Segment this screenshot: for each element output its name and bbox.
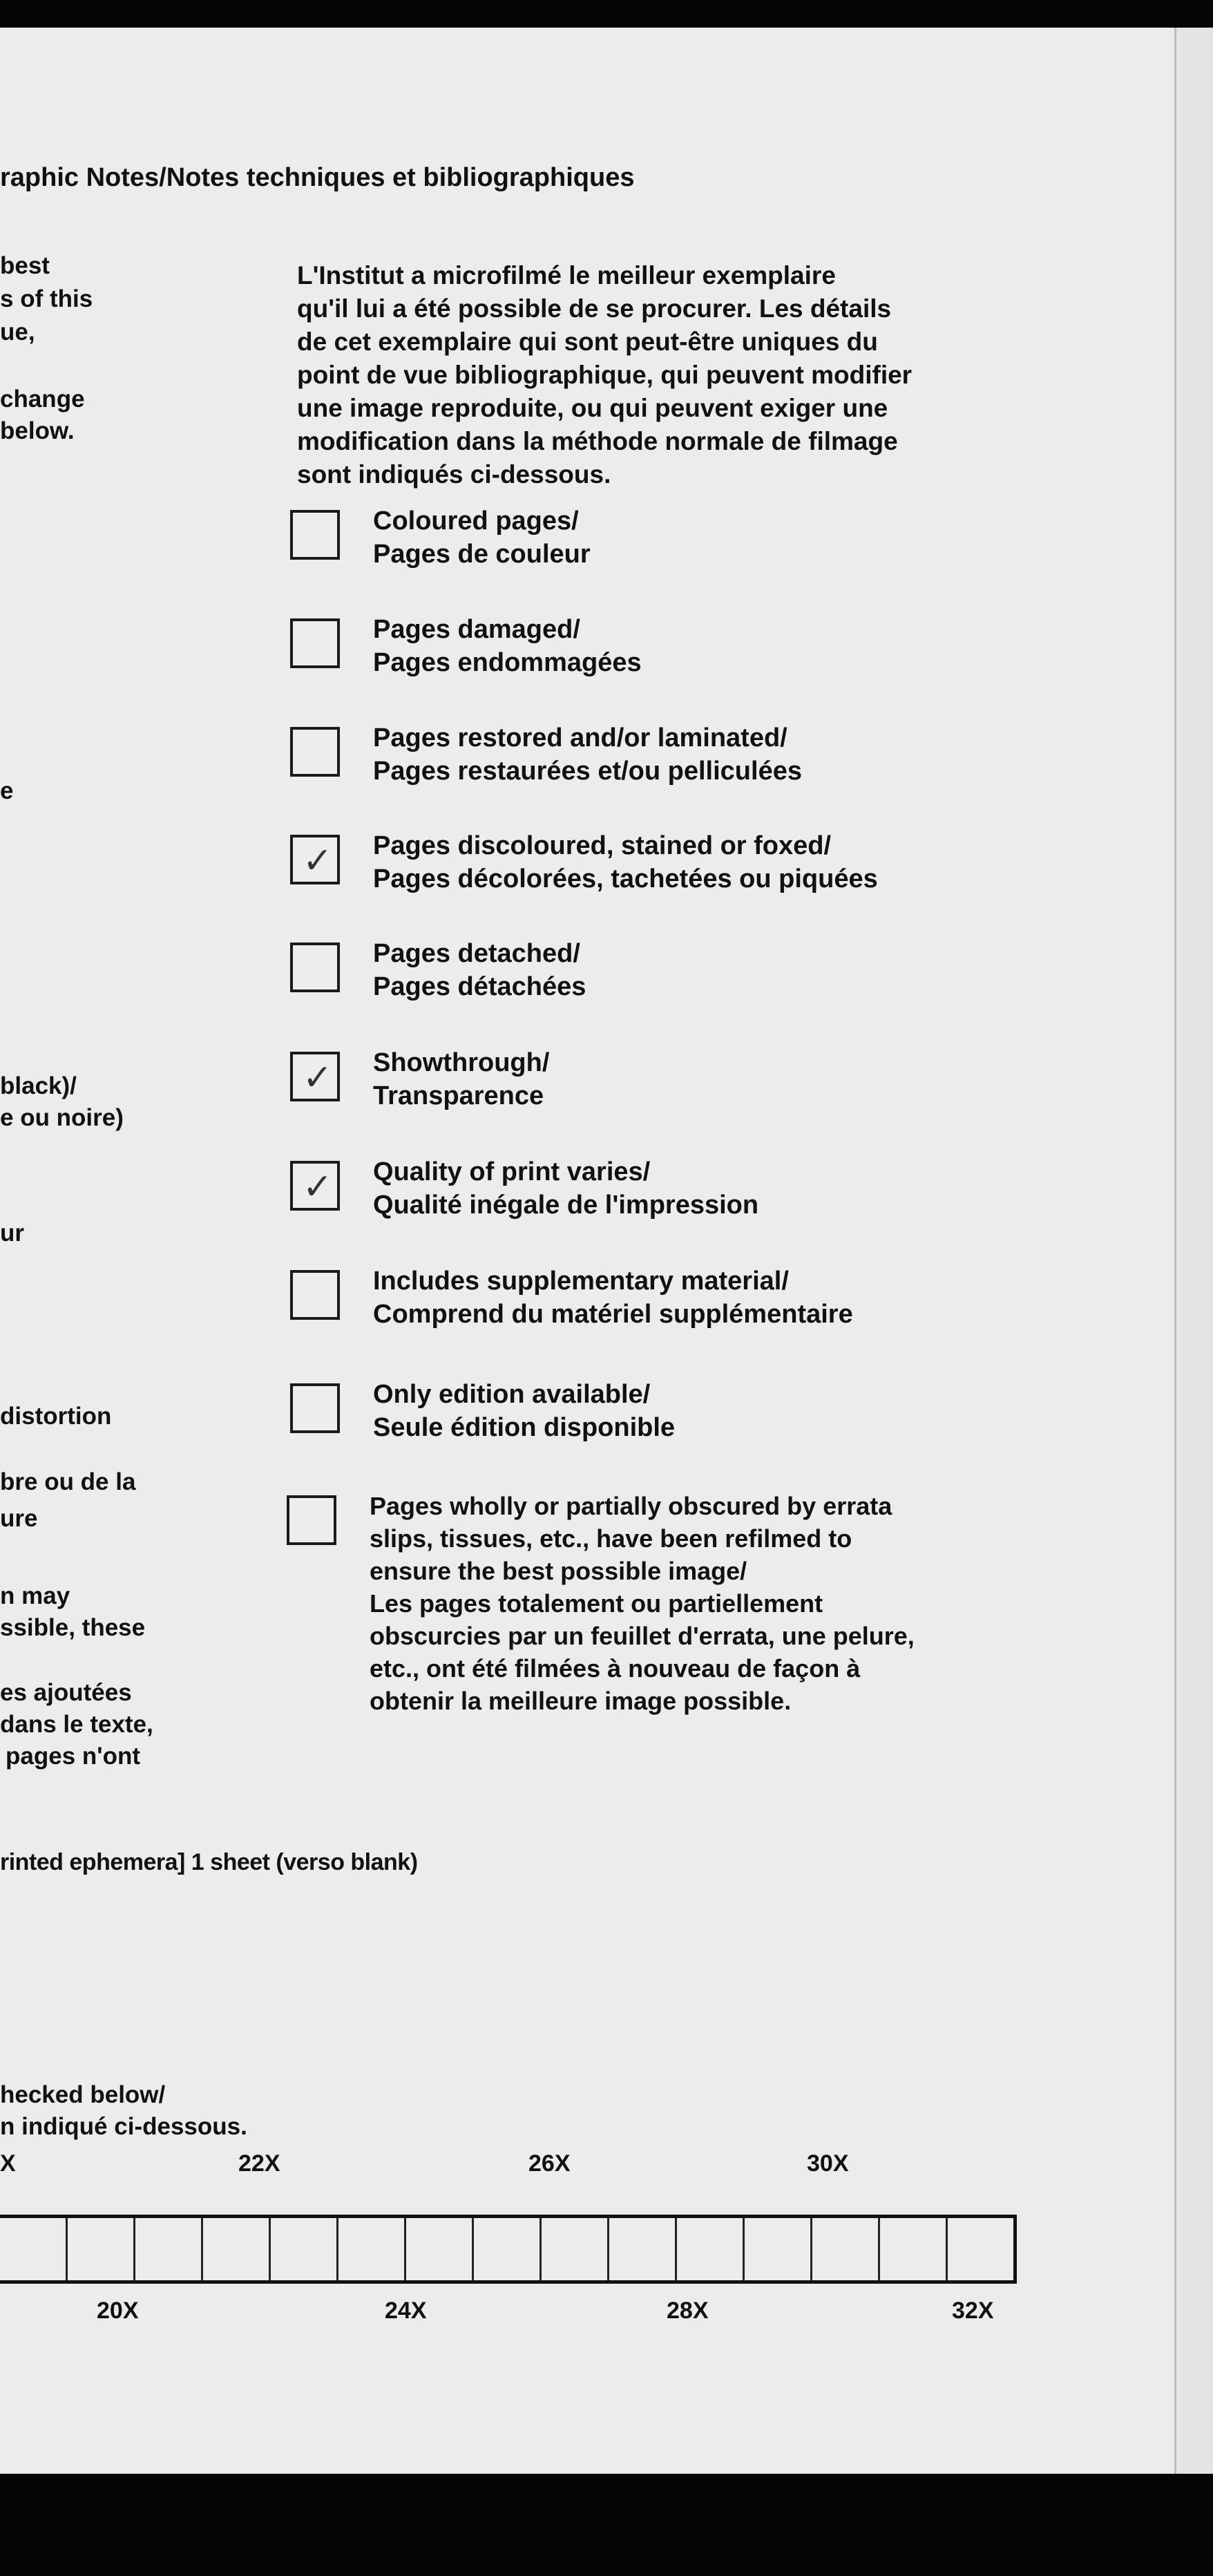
- checklist-label: Quality of print varies/ Qualité inégale de l'impression: [373, 1157, 759, 1220]
- ratio-grid-cell[interactable]: [946, 2218, 1013, 2280]
- ratio-grid-cell[interactable]: [133, 2218, 201, 2280]
- ratio-grid-cell[interactable]: [539, 2218, 607, 2280]
- left-col-line-8: e ou noire): [0, 1104, 124, 1131]
- checkbox-pages-damaged[interactable]: [290, 618, 340, 668]
- left-col-line-6: e: [0, 777, 14, 804]
- french-intro-line: sont indiqués ci-dessous.: [297, 460, 611, 489]
- ratio-grid-cell[interactable]: [0, 2218, 66, 2280]
- checkbox-pages-detached[interactable]: [290, 943, 340, 992]
- ratio-label-top: 22X: [238, 2150, 280, 2177]
- left-col-line-3: ue,: [0, 319, 35, 345]
- ratio-grid-cell[interactable]: [336, 2218, 404, 2280]
- ratio-grid-cell[interactable]: [743, 2218, 810, 2280]
- ratio-label-top: 26X: [528, 2150, 571, 2177]
- left-col-line-4: change: [0, 386, 85, 413]
- checklist-label: Pages wholly or partially obscured by errata slips, tissues, etc., have been refilmed to ensure the best possible image/ Les pages totalement ou partiellement obscurcies par un feuillet d'errata, une pelure, etc., ont été filmées à nouveau de façon à obtenir la meilleure image possible.: [370, 1492, 915, 1715]
- checkbox-obscured-pages[interactable]: [287, 1495, 336, 1545]
- checkbox-pages-restored[interactable]: [290, 727, 340, 777]
- reduction-note-line-2: n indiqué ci-dessous.: [0, 2113, 247, 2140]
- checklist-label: Showthrough/ Transparence: [373, 1048, 550, 1110]
- left-col-line-7: black)/: [0, 1072, 77, 1099]
- ratio-grid-cell[interactable]: [404, 2218, 472, 2280]
- reduction-ratio-grid: [0, 2215, 1017, 2284]
- document-page: [0, 28, 1176, 2474]
- checkbox-coloured-pages[interactable]: [290, 510, 340, 560]
- ratio-grid-cell[interactable]: [675, 2218, 743, 2280]
- ratio-label-bottom: 20X: [97, 2298, 139, 2324]
- checkmark-icon: ✓: [303, 840, 333, 882]
- ratio-grid-cell[interactable]: [66, 2218, 133, 2280]
- page-heading: raphic Notes/Notes techniques et bibliographiques: [0, 163, 635, 192]
- ratio-grid-cell[interactable]: [269, 2218, 336, 2280]
- checklist-label: Pages damaged/ Pages endommagées: [373, 615, 642, 677]
- page-edge: [1176, 28, 1213, 2474]
- left-col-line-17: pages n'ont: [6, 1743, 140, 1770]
- ratio-label-top: 30X: [807, 2150, 849, 2177]
- french-intro-line: modification dans la méthode normale de filmage: [297, 427, 898, 455]
- ratio-grid-cell[interactable]: [878, 2218, 946, 2280]
- checkbox-pages-discoloured[interactable]: [290, 835, 340, 884]
- left-col-line-11: bre ou de la: [0, 1468, 136, 1495]
- left-col-line-10: distortion: [0, 1403, 112, 1430]
- left-col-line-5: below.: [0, 417, 75, 444]
- left-col-line-15: es ajoutées: [0, 1679, 132, 1706]
- checkbox-supplementary[interactable]: [290, 1270, 340, 1320]
- ratio-grid-cell[interactable]: [201, 2218, 269, 2280]
- ratio-grid-cell[interactable]: [607, 2218, 675, 2280]
- checkbox-print-quality[interactable]: [290, 1161, 340, 1211]
- checklist-label: Only edition available/ Seule édition disponible: [373, 1380, 676, 1442]
- left-col-line-1: best: [0, 252, 50, 279]
- ratio-label-bottom: 32X: [952, 2298, 994, 2324]
- left-col-line-13: n may: [0, 1582, 70, 1609]
- french-intro-line: une image reproduite, ou qui peuvent exiger une: [297, 394, 888, 422]
- ratio-grid-cell[interactable]: [810, 2218, 878, 2280]
- checkbox-only-edition[interactable]: [290, 1383, 340, 1433]
- checklist-label: Pages restored and/or laminated/ Pages restaurées et/ou pelliculées: [373, 723, 802, 786]
- ratio-grid-cell[interactable]: [472, 2218, 539, 2280]
- checklist-label: Pages detached/ Pages détachées: [373, 939, 586, 1001]
- french-intro-line: qu'il lui a été possible de se procurer. Les détails: [297, 294, 892, 323]
- ratio-label-top: X: [0, 2150, 16, 2177]
- ratio-label-bottom: 24X: [385, 2298, 427, 2324]
- french-intro-line: L'Institut a microfilmé le meilleur exemplaire: [297, 261, 836, 290]
- checklist-label: Pages discoloured, stained or foxed/ Pages décolorées, tachetées ou piquées: [373, 831, 878, 893]
- checkmark-icon: ✓: [303, 1166, 333, 1208]
- left-col-line-14: ssible, these: [0, 1614, 146, 1641]
- french-intro-line: point de vue bibliographique, qui peuvent modifier: [297, 361, 913, 389]
- checklist-label: Coloured pages/ Pages de couleur: [373, 506, 591, 569]
- additional-comments: rinted ephemera] 1 sheet (verso blank): [0, 1849, 418, 1875]
- checkbox-showthrough[interactable]: [290, 1052, 340, 1101]
- french-intro-line: de cet exemplaire qui sont peut-être uniques du: [297, 328, 878, 356]
- left-col-line-2: s of this: [0, 285, 93, 312]
- reduction-note-line-1: hecked below/: [0, 2081, 166, 2108]
- ratio-label-bottom: 28X: [667, 2298, 709, 2324]
- checklist-label: Includes supplementary material/ Comprend du matériel supplémentaire: [373, 1267, 853, 1329]
- left-col-line-9: ur: [0, 1220, 24, 1247]
- left-col-line-12: ure: [0, 1505, 38, 1532]
- french-intro: [297, 259, 912, 491]
- checkmark-icon: ✓: [303, 1057, 333, 1099]
- left-col-line-16: dans le texte,: [0, 1711, 153, 1738]
